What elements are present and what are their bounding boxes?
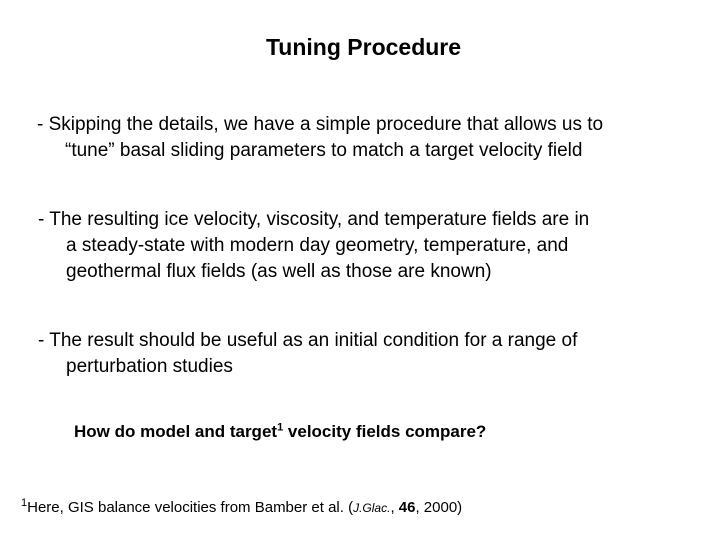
- bullet-tuning-procedure: [37, 112, 603, 164]
- journal-volume: 46: [398, 499, 416, 516]
- question-text: velocity fields compare?: [283, 422, 487, 441]
- bullet-line: geothermal flux fields (as well as those are known): [66, 261, 492, 282]
- bullet-line: perturbation studies: [66, 356, 233, 377]
- bullet-line: - Skipping the details, we have a simple procedure that allows us to: [37, 114, 604, 135]
- bullet-line: - The result should be useful as an initial condition for a range of: [38, 330, 578, 351]
- footnote-ref: 1: [277, 421, 284, 434]
- comparison-question: [74, 420, 486, 444]
- footnote-marker: 1: [21, 497, 28, 509]
- bullet-line: “tune” basal sliding parameters to match a target velocity field: [65, 140, 583, 161]
- question-text: How do model and target: [74, 422, 278, 441]
- slide-title: Tuning Procedure: [265, 34, 462, 60]
- journal-name: J.Glac.: [353, 501, 391, 515]
- footnote-separator: ,: [390, 499, 399, 516]
- bullet-line: a steady-state with modern day geometry, temperature, and: [66, 235, 569, 256]
- footnote: [21, 497, 462, 519]
- footnote-text: Here, GIS balance velocities from Bamber et al. (: [27, 499, 354, 516]
- footnote-text: , 2000): [415, 499, 463, 516]
- bullet-steady-state: [38, 207, 589, 285]
- bullet-initial-condition: [38, 328, 577, 380]
- bullet-line: - The resulting ice velocity, viscosity, and temperature fields are in: [38, 209, 590, 230]
